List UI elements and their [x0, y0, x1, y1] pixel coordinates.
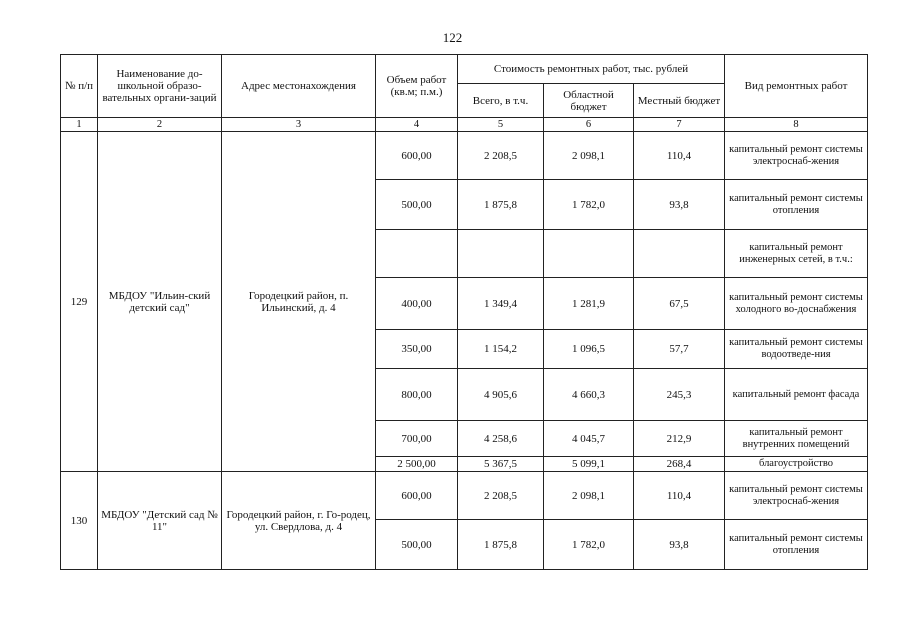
entry-number: 129 [61, 132, 98, 472]
regional-budget: 4 045,7 [544, 421, 634, 457]
regional-budget: 4 660,3 [544, 369, 634, 421]
column-number: 2 [98, 118, 222, 132]
header-address: Адрес местонахождения [222, 55, 376, 118]
local-budget: 93,8 [634, 520, 725, 570]
header-cost: Стоимость ремонтных работ, тыс. рублей [458, 55, 725, 84]
work-volume: 600,00 [376, 132, 458, 180]
page-number: 122 [442, 30, 463, 45]
column-numbers-row [61, 118, 868, 132]
local-budget: 245,3 [634, 369, 725, 421]
header-regional: Областной бюджет [544, 84, 634, 118]
work-volume: 350,00 [376, 330, 458, 369]
work-volume: 500,00 [376, 520, 458, 570]
work-volume: 2 500,00 [376, 457, 458, 472]
regional-budget: 1 782,0 [544, 520, 634, 570]
column-number: 7 [634, 118, 725, 132]
repair-type: капитальный ремонт внутренних помещений [725, 421, 868, 457]
column-number: 4 [376, 118, 458, 132]
work-volume: 700,00 [376, 421, 458, 457]
local-budget: 57,7 [634, 330, 725, 369]
column-number: 8 [725, 118, 868, 132]
work-volume: 500,00 [376, 180, 458, 230]
total-cost [458, 230, 544, 278]
local-budget: 67,5 [634, 278, 725, 330]
total-cost: 1 875,8 [458, 180, 544, 230]
local-budget: 110,4 [634, 472, 725, 520]
total-cost: 2 208,5 [458, 472, 544, 520]
regional-budget: 1 096,5 [544, 330, 634, 369]
header-local: Местный бюджет [634, 84, 725, 118]
header-volume: Объем работ (кв.м; п.м.) [376, 55, 458, 118]
work-volume: 400,00 [376, 278, 458, 330]
repair-type: капитальный ремонт системы холодного во-доснабжения [725, 278, 868, 330]
total-cost: 4 905,6 [458, 369, 544, 421]
total-cost: 4 258,6 [458, 421, 544, 457]
header-num: № п/п [61, 55, 98, 118]
repair-type: капитальный ремонт системы отопления [725, 180, 868, 230]
total-cost: 1 875,8 [458, 520, 544, 570]
repair-type: капитальный ремонт системы электроснаб-жения [725, 472, 868, 520]
repair-type: капитальный ремонт системы отопления [725, 520, 868, 570]
column-number: 1 [61, 118, 98, 132]
repair-costs-table [60, 54, 868, 570]
repair-type: благоустройство [725, 457, 868, 472]
local-budget: 110,4 [634, 132, 725, 180]
regional-budget: 2 098,1 [544, 132, 634, 180]
header-type: Вид ремонтных работ [725, 55, 868, 118]
header-name: Наименование до-школьной образо-вательных органи-заций [98, 55, 222, 118]
repair-type: капитальный ремонт системы электроснаб-жения [725, 132, 868, 180]
local-budget: 93,8 [634, 180, 725, 230]
header-row-1 [61, 55, 868, 84]
regional-budget [544, 230, 634, 278]
repair-type: капитальный ремонт инженерных сетей, в т.ч.: [725, 230, 868, 278]
organization-name: МБДОУ "Детский сад № 11" [98, 472, 222, 570]
organization-address: Городецкий район, п. Ильинский, д. 4 [222, 132, 376, 472]
regional-budget: 2 098,1 [544, 472, 634, 520]
work-volume: 600,00 [376, 472, 458, 520]
local-budget [634, 230, 725, 278]
header-total: Всего, в т.ч. [458, 84, 544, 118]
local-budget: 268,4 [634, 457, 725, 472]
total-cost: 5 367,5 [458, 457, 544, 472]
work-volume [376, 230, 458, 278]
total-cost: 2 208,5 [458, 132, 544, 180]
repair-type: капитальный ремонт системы водоотведе-ния [725, 330, 868, 369]
column-number: 3 [222, 118, 376, 132]
regional-budget: 1 281,9 [544, 278, 634, 330]
table-row [61, 132, 868, 180]
organization-name: МБДОУ "Ильин-ский детский сад" [98, 132, 222, 472]
column-number: 5 [458, 118, 544, 132]
organization-address: Городецкий район, г. Го-родец, ул. Свердлова, д. 4 [222, 472, 376, 570]
local-budget: 212,9 [634, 421, 725, 457]
regional-budget: 5 099,1 [544, 457, 634, 472]
total-cost: 1 349,4 [458, 278, 544, 330]
work-volume: 800,00 [376, 369, 458, 421]
regional-budget: 1 782,0 [544, 180, 634, 230]
entry-number: 130 [61, 472, 98, 570]
column-number: 6 [544, 118, 634, 132]
repair-type: капитальный ремонт фасада [725, 369, 868, 421]
table-row [61, 472, 868, 520]
total-cost: 1 154,2 [458, 330, 544, 369]
